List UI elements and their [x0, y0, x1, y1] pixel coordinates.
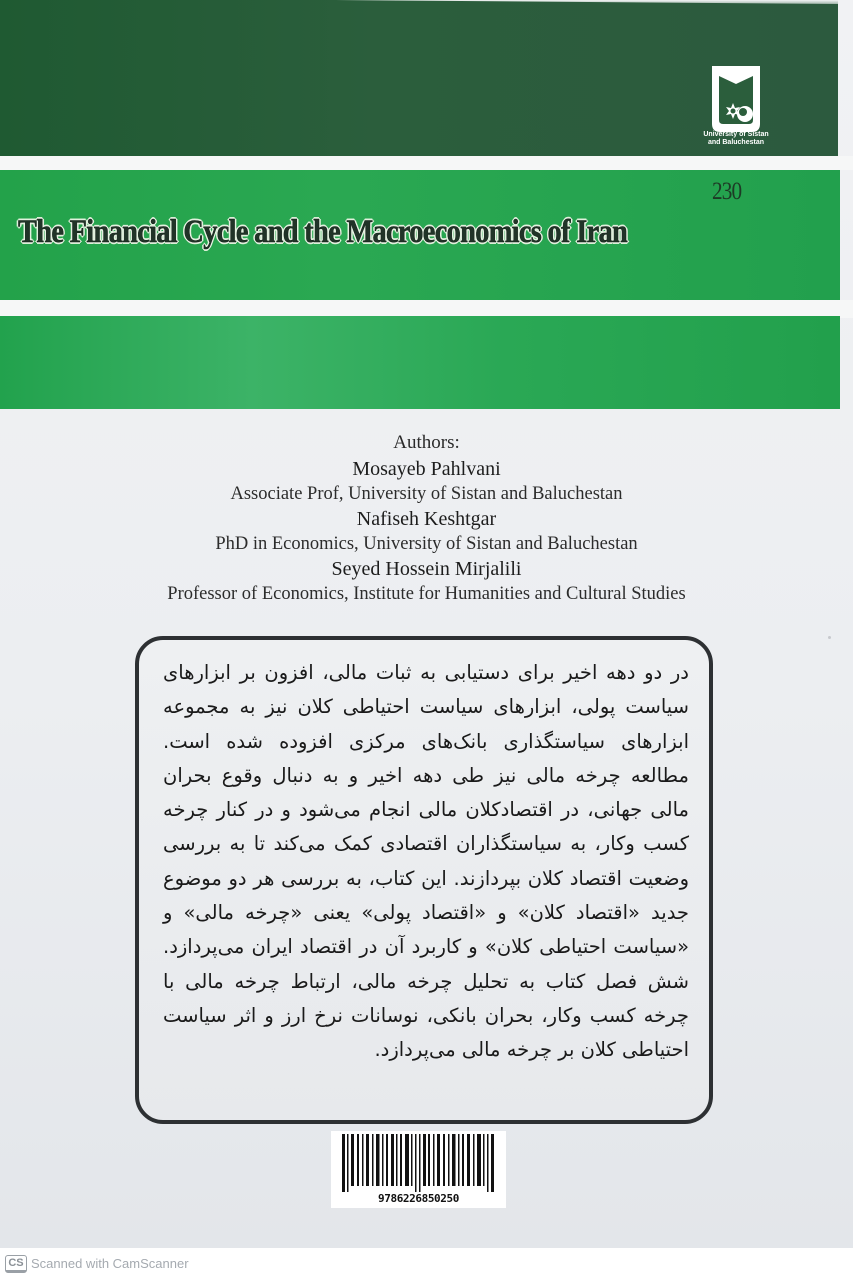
author-name: Nafiseh Keshtgar	[356, 508, 497, 530]
author-affiliation: Associate Prof, University of Sistan and Baluchestan	[230, 484, 623, 504]
barcode-icon	[336, 1134, 501, 1192]
author-affiliation: PhD in Economics, University of Sistan and Baluchestan	[215, 534, 638, 554]
light-green-band	[0, 316, 840, 409]
abstract-box	[135, 636, 713, 1124]
isbn-number: 9786226850250	[378, 1192, 459, 1205]
camscanner-logo-icon: CS	[5, 1255, 27, 1273]
authors-section	[0, 430, 853, 606]
author-name: Mosayeb Pahlvani	[352, 458, 501, 480]
series-number: 230	[712, 178, 742, 205]
publisher-caption	[684, 131, 788, 147]
publisher-name-line1: University of Sistan	[703, 131, 769, 138]
book-title: The Financial Cycle and the Macroeconomics of Iran	[18, 214, 628, 250]
scratch-mark	[828, 636, 831, 639]
authors-heading: Authors:	[393, 432, 460, 453]
camscanner-text: Scanned with CamScanner	[31, 1256, 189, 1271]
camscanner-watermark	[0, 1248, 853, 1280]
author-name: Seyed Hossein Mirjalili	[331, 558, 522, 580]
isbn-barcode	[331, 1131, 506, 1208]
publisher-name-line2: and Baluchestan	[707, 139, 764, 146]
abstract-text: در دو دهه اخیر برای دستیابی به ثبات مالی، افزون بر ابزارهای سیاست پولی، ابزارهای سیاست احتیاطی کلان نیز به مجموعه ابزارهای سیاستگذاری بانک‌های مرکزی افزوده شده است. مطالعه چرخه مالی نیز طی دهه اخیر و به دنبال وقوع بحران مالی جهانی، در اقتصادکلان مالی انجام می‌شود و در کنار چرخه کسب وکار، به سیاستگذاران اقتصادی کمک می‌کند تا به بررسی وضعیت اقتصاد کلان بپردازند. این کتاب، به بررسی هر دو موضوع جدید «اقتصاد کلان» و «اقتصاد پولی» یعنی «چرخه مالی» و «سیاست احتیاطی کلان» و کاربرد آن در اقتصاد ایران می‌پردازد. شش فصل کتاب به تحلیل چرخه مالی، ارتباط چرخه مالی با چرخه کسب وکار، بحران بانکی، نوسانات نرخ ارز و اثر سیاست احتیاطی کلان بر چرخه مالی می‌پردازد.	[163, 661, 689, 1062]
author-affiliation: Professor of Economics, Institute for Humanities and Cultural Studies	[167, 584, 686, 604]
